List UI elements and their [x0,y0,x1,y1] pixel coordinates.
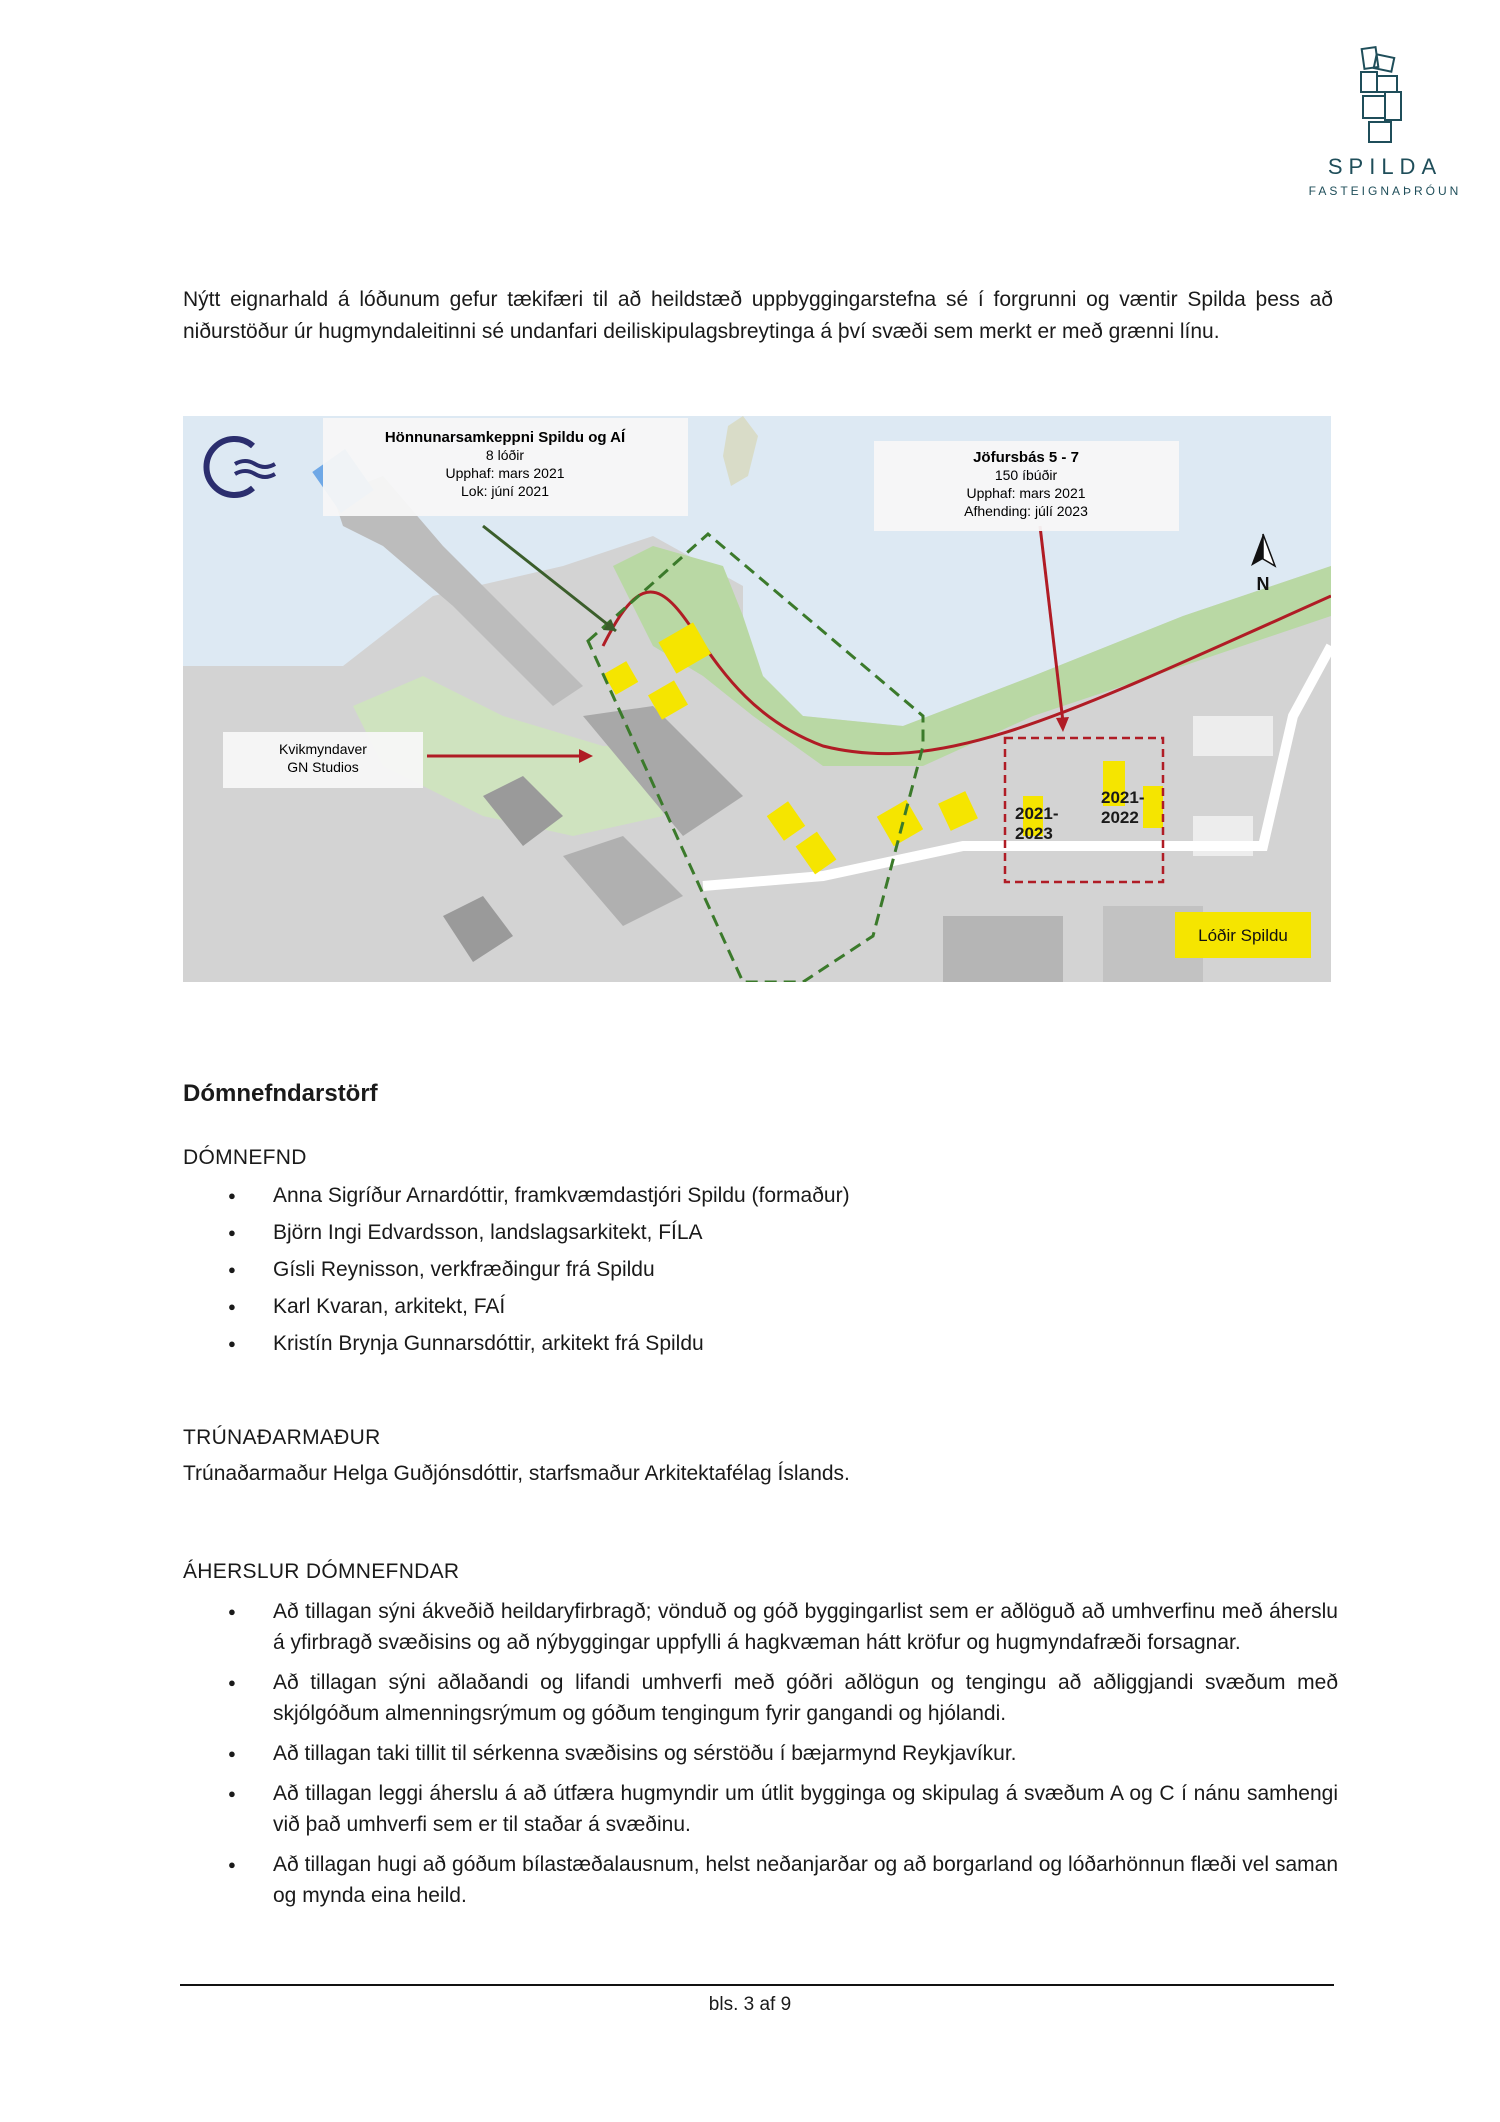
phase-label-1: 2021-2023 [1015,804,1059,843]
competition-end: Lok: júní 2021 [461,483,549,499]
jofursbas-delivery: Afhending: júlí 2023 [964,503,1088,519]
map-building [943,916,1063,982]
list-item: ● Karl Kvaran, arkitekt, FAÍ [183,1291,1338,1322]
list-item: ● Að tillagan hugi að góðum bílastæðalausnum, helst neðanjarðar og að borgarland og lóðarhönnun flæði vel saman og mynda eina heild. [183,1849,1338,1911]
list-item: ● Að tillagan taki tillit til sérkenna svæðisins og sérstöðu í bæjarmynd Reykjavíkur. [183,1738,1338,1769]
list-item: ● Að tillagan sýni ákveðið heildaryfirbragð; vönduð og góð byggingarlist sem er aðlöguð að umhverfinu með áherslu á yfirbragð svæðisins og að nýbyggingar uppfylli á hagkvæman hátt kröfur og hugmyndafræði forsagnar. [183,1596,1338,1658]
trustee-text: Trúnaðarmaður Helga Guðjónsdóttir, starfsmaður Arkitektafélag Íslands. [183,1462,850,1485]
north-label: N [1256,574,1270,594]
site-map [183,416,1331,982]
spilda-logo [1300,46,1470,198]
list-item: ● Gísli Reynisson, verkfræðingur frá Spildu [183,1254,1338,1285]
list-item: ● Björn Ingi Edvardsson, landslagsarkitekt, FÍLA [183,1217,1338,1248]
list-item: ● Að tillagan leggi áherslu á að útfæra hugmyndir um útlit bygginga og skipulag á svæðum A og C í nánu samhengi við það umhverfi sem er til staðar á svæðinu. [183,1778,1338,1840]
intro-paragraph: Nýtt eignarhald á lóðunum gefur tækifæri til að heildstæð uppbyggingarstefna sé í forgrunni og væntir Spilda þess að niðurstöður úr hugmyndaleitinni sé undanfari deiliskipulagsbreytinga á því svæði sem merkt er með grænni línu. [183,288,1333,343]
jofursbas-units: 150 íbúðir [994,467,1058,483]
studio-line2: GN Studios [287,759,359,775]
trustee-label: TRÚNAÐARMAÐUR [183,1426,381,1449]
emphasis-list [183,1596,1338,1920]
footer-rule [180,1984,1334,1986]
page-number: bls. 3 af 9 [708,1994,792,2015]
jofursbas-title: Jöfursbás 5 - 7 [973,449,1079,466]
logo-tagline: FASTEIGNAÞRÓUN [1308,184,1462,198]
list-item: ● Anna Sigríður Arnardóttir, framkvæmdastjóri Spildu (formaður) [183,1180,1338,1211]
spilda-logo-mark-icon [1355,46,1415,146]
site-map-drawing [183,416,1331,982]
phase-label-2: 2021-2022 [1101,788,1145,827]
logo-name: SPILDA [1327,154,1443,179]
competition-title: Hönnunarsamkeppni Spildu og AÍ [384,429,626,446]
legend-label: Lóðir Spildu [1198,926,1288,945]
list-item: ● Að tillagan sýni aðlaðandi og lifandi umhverfi með góðri aðlögun og tengingu að aðliggjandi svæðum með skjólgóðum almenningsrýmum og góðum tengingum fyrir gangandi og hjólandi. [183,1667,1338,1729]
section-heading: Dómnefndarstörf [183,1080,378,1107]
list-item: ● Kristín Brynja Gunnarsdóttir, arkitekt frá Spildu [183,1328,1338,1359]
emphasis-label: ÁHERSLUR DÓMNEFNDAR [183,1560,460,1583]
competition-start: Upphaf: mars 2021 [445,465,565,481]
jofursbas-start: Upphaf: mars 2021 [966,485,1086,501]
jury-list [183,1180,1338,1365]
competition-plots: 8 lóðir [485,447,525,463]
studio-line1: Kvikmyndaver [279,741,367,757]
jury-label: DÓMNEFND [183,1146,307,1169]
map-building [1193,716,1273,756]
